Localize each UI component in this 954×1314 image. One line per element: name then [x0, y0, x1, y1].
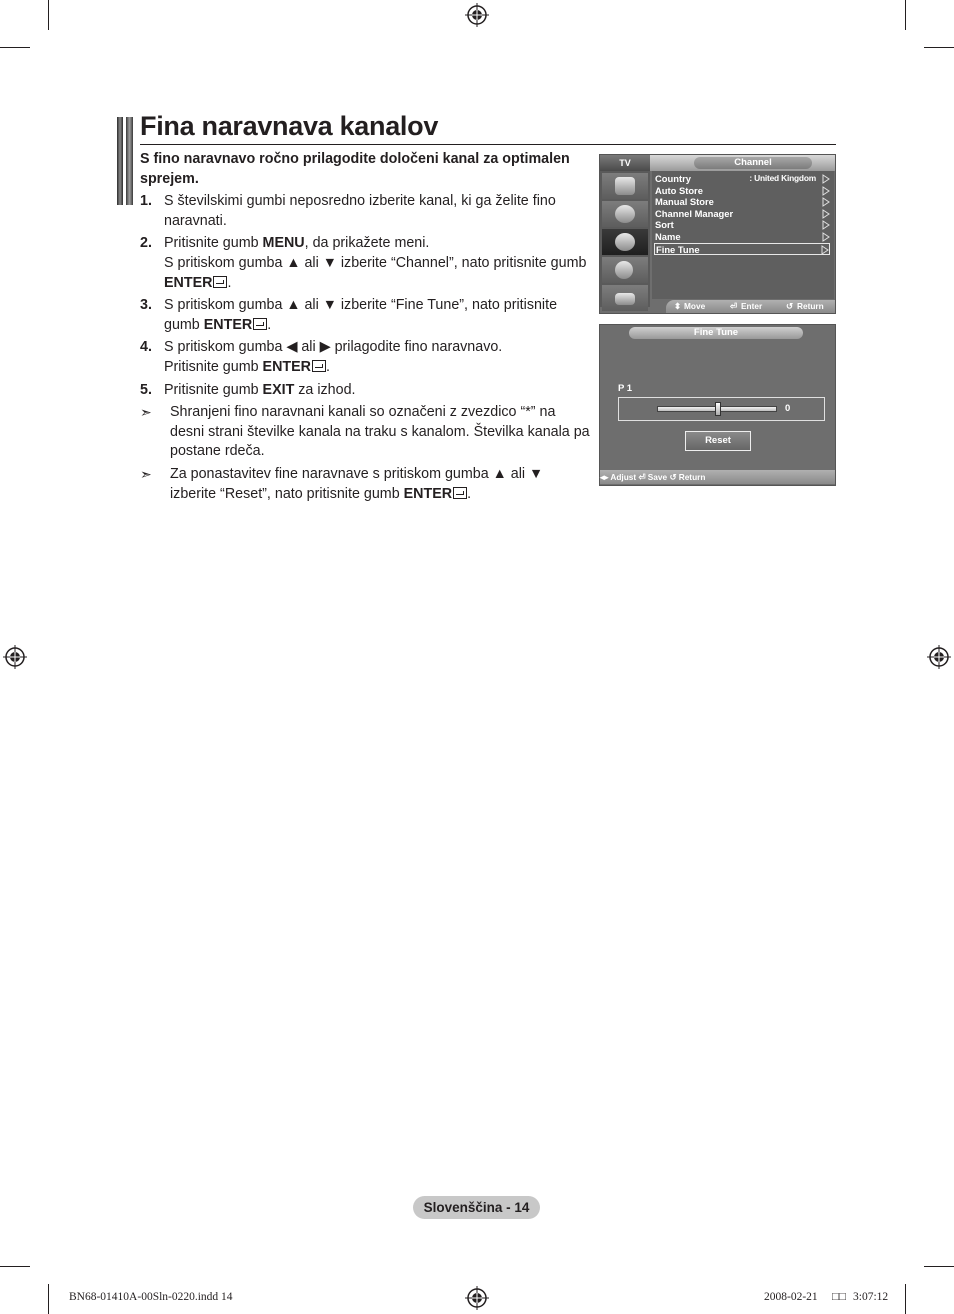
footer-enter: Enter [741, 301, 763, 311]
menu-item-name[interactable]: Name [654, 231, 830, 243]
osd-menu-list [652, 171, 834, 299]
key-enter: ENTER [164, 274, 213, 291]
crop-mark [905, 0, 906, 30]
sound-icon [602, 201, 648, 227]
crop-mark [0, 1266, 30, 1267]
intro-text: S fino naravnavo ročno prilagodite določeni kanal za optimalen sprejem. [140, 151, 570, 187]
note-text: Shranjeni fino naravnani kanali so označeni z zvezdico “*” na desni strani številke kanala na traku s kanalom. Številka kanala pa postane rdeča. [170, 404, 590, 460]
registration-mark-icon [465, 3, 489, 27]
step-3: 3. S pritiskom gumba ▲ ali ▼ izberite “Fine Tune”, nato pritisnite gumb ENTER . [140, 297, 558, 333]
osd-footer [600, 470, 835, 484]
note-2: ➣ Za ponastavitev fine naravnave s pritiskom gumba ▲ ali ▼ izberite “Reset”, nato pritisnite gumb ENTER . [140, 465, 544, 502]
osd-tab-tv: TV [600, 155, 650, 171]
step-number: 4. [140, 339, 152, 356]
arrow-right-icon [822, 186, 830, 196]
menu-item-country[interactable]: Country : United Kingdom [654, 173, 830, 185]
footer-save: Save [647, 472, 668, 482]
setup-icon [602, 257, 648, 283]
step-text: S številskimi gumbi neposredno izberite kanal, ki ga želite fino naravnati. [164, 193, 556, 229]
channel-icon [602, 229, 648, 255]
crop-mark [48, 0, 49, 30]
note-arrow-icon: ➣ [140, 404, 152, 421]
save-icon: ⏎ [638, 472, 646, 482]
registration-mark-icon [465, 1286, 489, 1310]
registration-mark-icon [3, 645, 27, 669]
note-arrow-icon: ➣ [140, 465, 152, 482]
crop-mark [924, 47, 954, 48]
step-number: 3. [140, 297, 152, 314]
fine-tune-slider-box [618, 397, 825, 421]
fine-tune-slider[interactable] [657, 406, 777, 412]
arrow-right-icon [822, 174, 830, 184]
crop-mark [48, 1284, 49, 1314]
key-enter: ENTER [203, 316, 253, 333]
osd-channel-menu [599, 154, 836, 314]
step-line: S pritiskom gumba ▲ ali ▼ izberite “Channel”, nato pritisnite gumb ENTER . [164, 254, 587, 291]
crop-mark [905, 1284, 906, 1314]
step-line: Pritisnite gumb ENTER . [164, 358, 330, 375]
osd-title: Channel [694, 157, 812, 169]
slug-time: 3:07:12 [853, 1291, 889, 1303]
enter-icon [453, 487, 467, 499]
footer-adjust: Adjust [610, 472, 637, 482]
step-line: Pritisnite gumb MENU, da prikažete meni. [164, 235, 430, 252]
menu-item-sort[interactable]: Sort [654, 219, 830, 231]
arrow-right-icon [822, 232, 830, 242]
slug-boxes: □□ [832, 1291, 846, 1303]
step-number: 5. [140, 381, 152, 398]
step-4 [140, 338, 590, 377]
note-1 [140, 403, 590, 462]
enter-icon: ⏎ [730, 301, 737, 311]
picture-icon [602, 173, 648, 199]
key-enter: ENTER [403, 485, 453, 502]
menu-item-manual-store[interactable]: Manual Store [654, 196, 830, 208]
title-decoration [117, 117, 133, 205]
enter-icon [213, 276, 227, 288]
crop-mark [924, 1266, 954, 1267]
input-icon [602, 285, 648, 311]
arrow-right-icon [822, 197, 830, 207]
menu-item-channel-manager[interactable]: Channel Manager [654, 208, 830, 220]
arrow-right-icon [822, 220, 830, 230]
step-5: 5. Pritisnite gumb EXIT za izhod. [140, 381, 590, 401]
title-rule [140, 144, 836, 145]
enter-icon [312, 360, 326, 372]
footer-return: Return [678, 472, 706, 482]
key-menu: MENU [262, 235, 305, 252]
arrow-right-icon [821, 245, 829, 255]
footer-return: Return [797, 301, 824, 311]
arrow-right-icon [822, 209, 830, 219]
osd-sidebar [600, 171, 650, 307]
adjust-icon: ◂▸ [600, 472, 609, 482]
program-label: P 1 [618, 383, 633, 394]
instructions [140, 150, 590, 507]
osd-fine-tune [599, 324, 836, 486]
move-icon: ⬍ [674, 301, 681, 311]
step-2 [140, 234, 590, 293]
slider-value: 0 [785, 403, 791, 414]
step-line: S pritiskom gumba ◀ ali ▶ prilagodite fino naravnavo. [164, 339, 503, 356]
osd-footer [666, 300, 835, 313]
osd-header [600, 155, 835, 171]
osd-title: Fine Tune [629, 327, 803, 339]
slug-date: 2008-02-21 [764, 1291, 818, 1303]
menu-item-auto-store[interactable]: Auto Store [654, 185, 830, 197]
return-icon: ↺ [669, 472, 677, 482]
menu-item-fine-tune[interactable]: Fine Tune [654, 243, 830, 255]
crop-mark [0, 47, 30, 48]
registration-mark-icon [927, 645, 951, 669]
footer-move: Move [684, 301, 706, 311]
page-number: Slovenščina - 14 [413, 1196, 540, 1219]
slider-knob[interactable] [715, 402, 721, 416]
key-enter: ENTER [262, 358, 311, 375]
step-number: 2. [140, 235, 152, 252]
slug-file: BN68-01410A-00Sln-0220.indd 14 [69, 1291, 233, 1303]
country-value: : United Kingdom [749, 173, 816, 183]
page-title: Fina naravnava kanalov [140, 111, 439, 141]
step-number: 1. [140, 193, 152, 210]
return-icon: ↺ [786, 301, 793, 311]
step-1 [140, 192, 590, 231]
enter-icon [253, 318, 267, 330]
key-exit: EXIT [262, 381, 295, 398]
reset-button[interactable]: Reset [685, 431, 751, 451]
